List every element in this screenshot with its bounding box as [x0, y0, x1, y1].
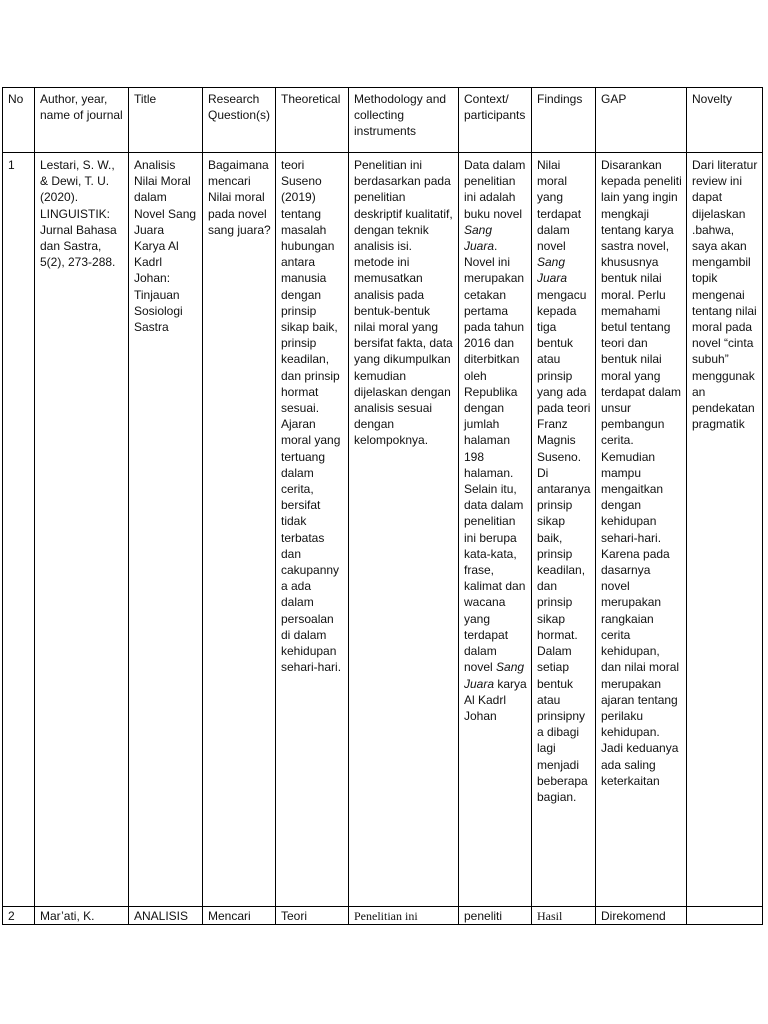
- context-novel-title: Sang Juara: [464, 660, 525, 691]
- header-methodology: Methodology and collecting instruments: [349, 88, 459, 153]
- cell-no: 2: [3, 907, 35, 925]
- cell-theoretical: Teori: [276, 907, 349, 925]
- context-text: . Novel ini merupakan cetakan pertama pada tahun 2016 dan diterbitkan oleh Republika dengan jumlah halaman 198 halaman. Selain itu, data dalam penelitian ini berupa kata-kata, frase, kalimat dan wacana yang terdapat dalam novel: [464, 239, 526, 675]
- header-no: No: [3, 88, 35, 153]
- cell-author: Mar’ati, K.: [35, 907, 129, 925]
- header-author: Author, year, name of journal: [35, 88, 129, 153]
- table-header-row: [3, 88, 763, 153]
- header-gap: GAP: [596, 88, 687, 153]
- cell-gap: Disarankan kepada peneliti lain yang ingin mengkaji tentang karya sastra novel, khususnya bentuk nilai moral. Perlu memahami betul tentang teori dan bentuk nilai moral yang terdapat dalam unsur pembangun cerita. Kemudian mampu mengaitkan dengan kehidupan sehari-hari. Karena pada dasarnya novel merupakan rangkaian cerita kehidupan, dan nilai moral merupakan ajaran tentang perilaku kehidupan. Jadi keduanya ada saling keterkaitan: [596, 153, 687, 907]
- header-research-question: Research Question(s): [203, 88, 276, 153]
- header-context: Context/ participants: [459, 88, 532, 153]
- context-text: Data dalam penelitian ini adalah buku novel: [464, 158, 526, 221]
- cell-findings: [532, 153, 596, 907]
- findings-text: mengacu kepada tiga bentuk atau prinsip yang ada pada teori Franz Magnis Suseno. Di antaranya prinsip sikap baik, prinsip keadilan, dan prinsip sikap hormat. Dalam setiap bentuk atau prinsipnya dibagi lagi menjadi beberapa bagian.: [537, 287, 591, 804]
- context-novel-title: Sang Juara: [464, 222, 495, 254]
- cell-methodology: Penelitian ini berdasarkan pada penelitian deskriptif kualitatif, dengan teknik analisis isi. metode ini memusatkan analisis pada bentuk-bentuk nilai moral yang bersifat fakta, data yang dikumpulkan kemudian dijelaskan dengan analisis sesuai dengan kelompoknya.: [349, 153, 459, 907]
- cell-context: peneliti: [459, 907, 532, 925]
- cell-findings: Hasil: [532, 907, 596, 925]
- cell-title: ANALISIS: [129, 907, 203, 925]
- cell-theoretical: teori Suseno (2019) tentang masalah hubungan antara manusia dengan prinsip sikap baik, prinsip keadilan, dan prinsip hormat sesuai. Ajaran moral yang tertuang dalam cerita, bersifat tidak terbatas dan cakupannya ada dalam persoalan di dalam kehidupan sehari-hari.: [276, 153, 349, 907]
- table-row: [3, 153, 763, 907]
- cell-research-question: Bagaimana mencari Nilai moral pada novel sang juara?: [203, 153, 276, 907]
- header-findings: Findings: [532, 88, 596, 153]
- cell-novelty: [687, 907, 763, 925]
- table-row: [3, 907, 763, 925]
- cell-novelty: Dari literatur review ini dapat dijelaskan .bahwa, saya akan mengambil topik mengenai tentang nilai moral pada novel “cinta subuh” menggunakan pendekatan pragmatik: [687, 153, 763, 907]
- cell-author: Lestari, S. W., & Dewi, T. U. (2020). LINGUISTIK: Jurnal Bahasa dan Sastra, 5(2), 273-288.: [35, 153, 129, 907]
- cell-context: [459, 153, 532, 907]
- literature-review-table: [2, 87, 763, 925]
- findings-text: Nilai moral yang terdapat dalam novel: [537, 158, 582, 254]
- findings-novel-title: Sang Juara: [537, 255, 568, 286]
- cell-no: 1: [3, 153, 35, 907]
- cell-gap: Direkomend: [596, 907, 687, 925]
- header-novelty: Novelty: [687, 88, 763, 153]
- context-text: karya Al Kadrl Johan: [464, 676, 527, 723]
- header-title: Title: [129, 88, 203, 153]
- header-theoretical: Theoretical: [276, 88, 349, 153]
- cell-research-question: Mencari: [203, 907, 276, 925]
- cell-methodology: Penelitian ini: [349, 907, 459, 925]
- cell-title: Analisis Nilai Moral dalam Novel Sang Juara Karya Al Kadrl Johan: Tinjauan Sosiologi Sastra: [129, 153, 203, 907]
